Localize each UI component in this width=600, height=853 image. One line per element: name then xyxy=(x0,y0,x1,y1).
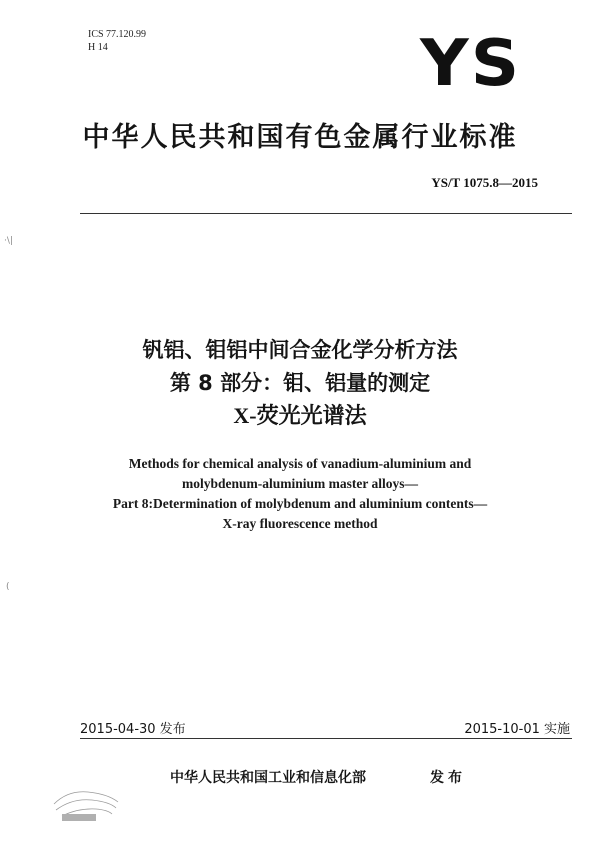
ys-logo xyxy=(420,27,540,101)
english-title-line-3: Part 8:Determination of molybdenum and aluminium contents— xyxy=(112,496,488,511)
chinese-title-line-3: X-荧光光谱法 xyxy=(233,403,367,428)
implement-date: 2015-10-01 实施 xyxy=(464,722,570,737)
issue-label: 发布 xyxy=(430,770,466,786)
ys-logo-text: YS xyxy=(420,27,522,101)
publish-date: 2015-04-30 发布 xyxy=(80,722,186,737)
standard-category-title: 中华人民共和国有色金属行业标准 xyxy=(82,122,518,153)
scan-mark: ( xyxy=(6,582,10,592)
english-title-line-4: X-ray fluorescence method xyxy=(222,516,378,531)
english-title-line-1: Methods for chemical analysis of vanadium-aluminium and xyxy=(128,456,472,471)
bottom-divider xyxy=(80,738,572,739)
ccs-code: H 14 xyxy=(88,42,108,53)
chinese-title-line-1: 钒铝、钼铝中间合金化学分析方法 xyxy=(142,338,458,362)
standard-number: YS/T 1075.8—2015 xyxy=(431,175,538,190)
classification-codes xyxy=(88,28,146,54)
english-title-line-2: molybdenum-aluminium master alloys— xyxy=(181,476,419,491)
issuing-authority: 中华人民共和国工业和信息化部 xyxy=(170,770,366,786)
library-stamp-icon xyxy=(48,784,124,824)
top-divider xyxy=(80,213,572,214)
ics-code: ICS 77.120.99 xyxy=(88,29,147,40)
scan-mark: ·\| xyxy=(4,236,13,246)
chinese-title-line-2: 第 8 部分：钼、铝量的测定 xyxy=(169,371,431,395)
